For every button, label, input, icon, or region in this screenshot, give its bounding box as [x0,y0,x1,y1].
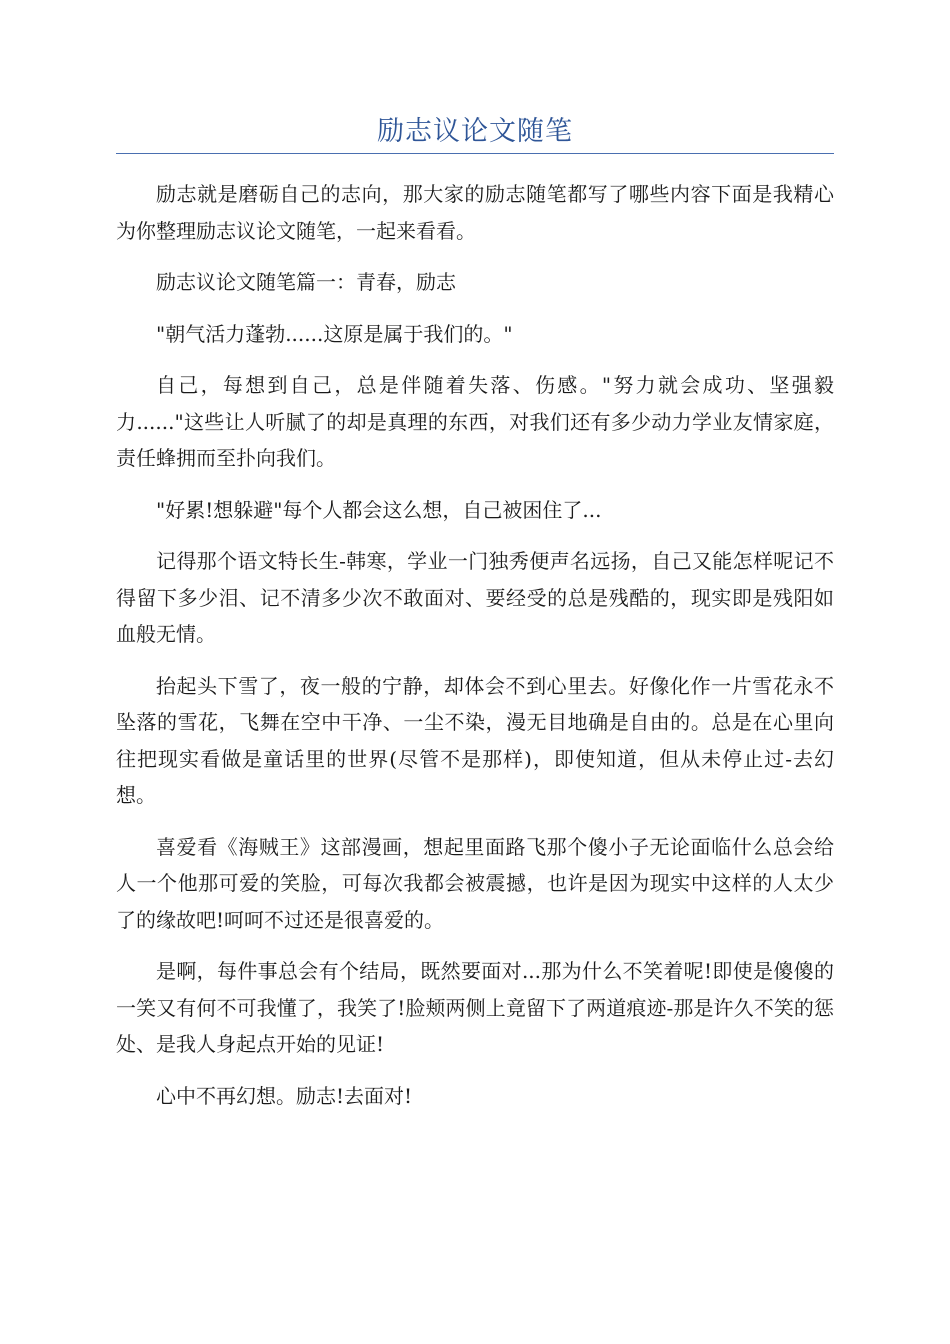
paragraph: 自己，每想到自己，总是伴随着失落、伤感。"努力就会成功、坚强毅力......"这些让人听腻了的却是真理的东西，对我们还有多少动力学业友情家庭，责任蜂拥而至扑向我们。 [116,373,834,470]
paragraph-intro: 励志就是磨砺自己的志向，那大家的励志随笔都写了哪些内容下面是我精心为你整理励志议论文随笔，一起来看看。 [116,182,834,243]
paragraph: "好累!想躲避"每个人都会这么想，自己被困住了... [156,497,602,522]
title-underline [116,153,834,154]
paragraph: "朝气活力蓬勃......这原是属于我们的。" [156,321,513,346]
document-body [116,176,834,1129]
paragraph-section-heading: 励志议论文随笔篇一：青春，励志 [156,270,456,294]
paragraph: 喜爱看《海贼王》这部漫画，想起里面路飞那个傻小子无论面临什么总会给人一个他那可爱的笑脸，可每次我都会被震撼，也许是因为现实中这样的人太少了的缘故吧!呵呵不过还是很喜爱的。 [116,834,834,932]
paragraph-closing: 心中不再幻想。励志!去面对! [156,1083,413,1108]
document-title: 励志议论文随笔 [377,116,573,147]
paragraph: 抬起头下雪了，夜一般的宁静，却体会不到心里去。好像化作一片雪花永不坠落的雪花，飞舞在空中干净、一尘不染，漫无目地确是自由的。总是在心里向往把现实看做是童话里的世界(尽管不是那样)，即使知道，但从未停止过-去幻想。 [116,673,834,807]
paragraph: 记得那个语文特长生-韩寒，学业一门独秀便声名远扬，自己又能怎样呢记不得留下多少泪、记不清多少次不敢面对、要经受的总是残酷的，现实即是残阳如血般无情。 [116,549,834,646]
paragraph: 是啊，每件事总会有个结局，既然要面对...那为什么不笑着呢!即使是傻傻的一笑又有何不可我懂了，我笑了!脸颊两侧上竟留下了两道痕迹-那是许久不笑的惩处、是我人身起点开始的见证! [116,959,834,1056]
